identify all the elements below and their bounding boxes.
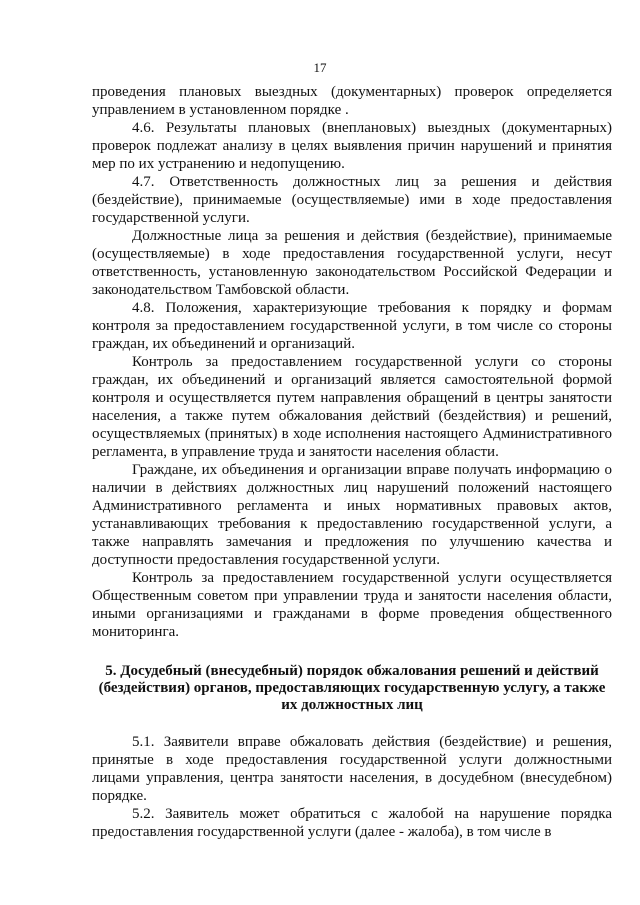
page-number: 17 [313, 60, 327, 75]
paragraph: Контроль за предоставлением государственной услуги осуществляется Общественным советом при управлении труда и занятости населения области, иными организациями и гражданами в форме проведения общественного мониторинга. [92, 570, 612, 640]
paragraph: проведения плановых выездных (документарных) проверок определяется управлением в установленном порядке . [92, 84, 612, 118]
paragraph: Должностные лица за решения и действия (бездействие), принимаемые (осуществляемые) в ходе предоставления государственной услуги, несут ответственность, установленную законодательством Российской Федерации и законодательством Тамбовской области. [92, 228, 612, 298]
paragraph: 4.8. Положения, характеризующие требования к порядку и формам контроля за предоставлением государственной услуги, в том числе со стороны граждан, их объединений и организаций. [92, 300, 612, 352]
paragraph: 5.2. Заявитель может обратиться с жалобой на нарушение порядка предоставления государственной услуги (далее - жалоба), в том числе в [92, 806, 612, 840]
paragraph: 5.1. Заявители вправе обжаловать действия (бездействие) и решения, принятые в ходе предоставления государственной услуги должностными лицами управления, центра занятости населения, в досудебном (внесудебном) порядке. [92, 734, 612, 804]
paragraph: Контроль за предоставлением государственной услуги со стороны граждан, их объединений и организаций является самостоятельной формой контроля и осуществляется путем направления обращений в центры занятости населения, а также путем обжалования действий (бездействия) и решений, осуществляемых (принятых) в ходе исполнения настоящего Административного регламента, в управление труда и занятости населения области. [92, 354, 612, 460]
paragraph: 4.7. Ответственность должностных лиц за решения и действия (бездействие), принимаемые (осуществляемые) ими в ходе предоставления государственной услуги. [92, 174, 612, 226]
section-heading: 5. Досудебный (внесудебный) порядок обжалования решений и действий (бездействия) органов, предоставляющих государственную услугу, а также их должностных лиц [98, 663, 606, 713]
paragraph: 4.6. Результаты плановых (внеплановых) выездных (документарных) проверок подлежат анализу в целях выявления причин нарушений и принятия мер по их устранению и недопущению. [92, 120, 612, 172]
document-body [92, 83, 612, 841]
paragraph: Граждане, их объединения и организации вправе получать информацию о наличии в действиях должностных лиц нарушений положений настоящего Административного регламента и иных нормативных правовых актов, устанавливающих требования к предоставлению государственной услуги, а также направлять замечания и предложения по улучшению качества и доступности предоставления государственной услуги. [92, 462, 612, 568]
